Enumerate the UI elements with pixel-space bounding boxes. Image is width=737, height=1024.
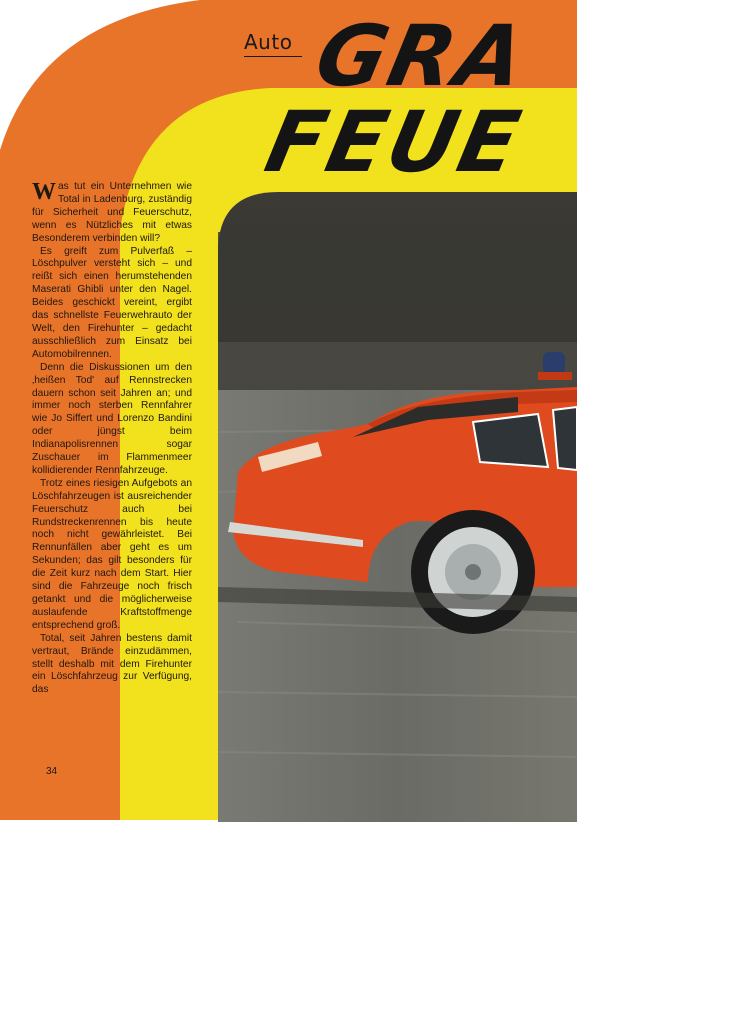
car-side-window	[473, 414, 548, 467]
article-paragraph: Trotz eines riesigen Aufgebots an Löschfahrzeugen ist ausreichender Feuerschutz auch bei Rundstreckenrennen bis heute noch nicht gewährleistet. Bei Rennunfällen aber geht es um Sekunden; das gilt besonders für die Zeit kurz nach dem Start. Hier sind die Fahrzeuge noch frisch getankt und die möglicherweise auslaufende Kraftstoffmenge entsprechend groß.	[32, 477, 192, 631]
article-paragraph: Was tut ein Unternehmen wie Total in Ladenburg, zuständig für Sicherheit und Feuerschutz, wenn es Nützliches mit etwas Besonderem verbinden will?	[32, 179, 192, 244]
article-body	[32, 181, 192, 697]
section-label: Auto	[244, 30, 293, 54]
car-photo	[218, 192, 577, 822]
headline-line-1: GRA	[307, 7, 537, 105]
beacon-icon	[543, 352, 565, 374]
section-label-underline	[244, 56, 302, 57]
headline-line-2: FEUE	[257, 93, 531, 191]
article-paragraph: Denn die Diskussionen um den ‚heißen Tod' auf Rennstrecken dauern schon seit Jahren an; und immer noch sterben Rennfahrer wie Jo Siffert und Lorenzo Bandini oder jüngst beim Indianapolisrennen sogar Zuschauer im Flammenmeer kollidierender Rennfahrzeuge.	[32, 361, 192, 476]
page-number: 34	[46, 766, 58, 777]
article-paragraph: Total, seit Jahren bestens damit vertraut, Brände einzudämmen, stellt deshalb mit dem Firehunter ein Löschfahrzeug zur Verfügung, das	[32, 632, 192, 696]
drop-cap: W	[32, 179, 56, 205]
article-paragraph: Es greift zum Pulverfaß – Löschpulver versteht sich – und reißt sich einen herumstehenden Maserati Ghibli unter den Nagel. Beides geschickt vereint, ergibt das schnellste Feuerwehrauto der Welt, den Firehunter – gedacht ausschließlich zum Einsatz bei Automobilrennen.	[32, 245, 192, 360]
